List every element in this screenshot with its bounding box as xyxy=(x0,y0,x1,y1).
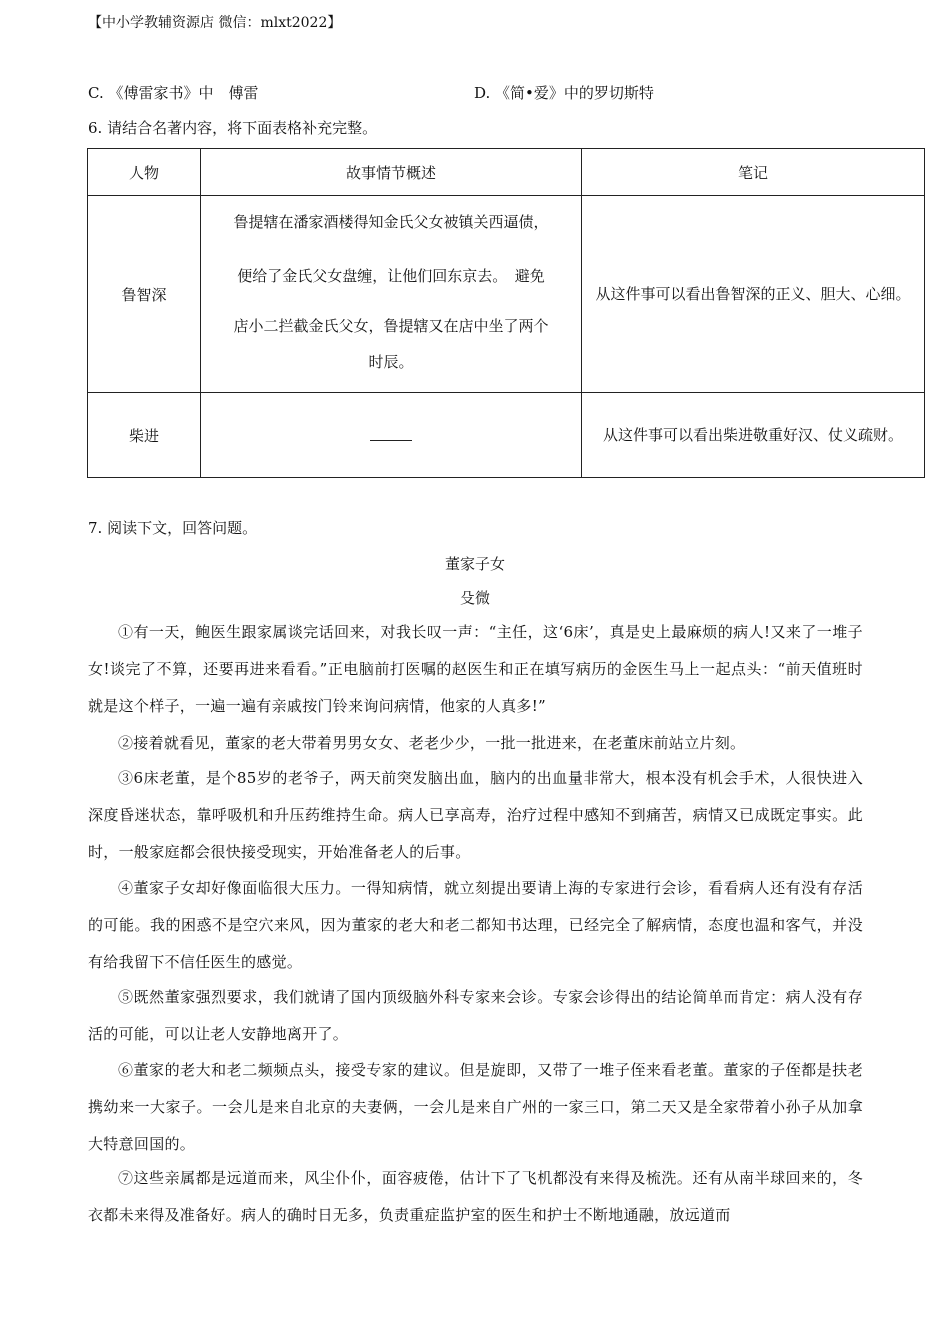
paragraph-7: ⑦这些亲属都是远道而来，风尘仆仆，面容疲倦，估计下了飞机都没有来得及梳洗。还有从南半球回来的，冬衣都未来得及准备好。病人的确时日无多，负责重症监护室的医生和护士不断地通融，放远道而 xyxy=(88,1169,863,1224)
plot-line: 鲁提辖在潘家酒楼得知金氏父女被镇关西逼债， xyxy=(233,213,549,231)
page-header: 【中小学教辅资源店 微信：mlxt2022】 xyxy=(88,15,342,31)
paragraph-3: ③6床老董，是个85岁的老爷子，两天前突发脑出血，脑内的出血量非常大，根本没有机会手术，人很快进入深度昏迷状态，靠呼吸机和升压药维持生命。病人已享高寿，治疗过程中感知不到痛苦，病情又已成既定事实。此时，一般家庭都会很快接受现实，开始准备老人的后事。 xyxy=(88,769,863,861)
question-6-prompt: 6. 请结合名著内容，将下面表格补充完整。 xyxy=(88,119,378,137)
note-cell: 从这件事可以看出鲁智深的正义、胆大、心细。 xyxy=(582,196,925,393)
option-d: D. 《简•爱》中的罗切斯特 xyxy=(474,84,654,102)
question-7-prompt: 7. 阅读下文，回答问题。 xyxy=(88,519,258,537)
table-row xyxy=(88,196,925,393)
option-c: C. 《傅雷家书》中 傅雷 xyxy=(88,84,259,102)
plot-line: 便给了金氏父女盘缠，让他们回东京去。 避免 xyxy=(237,267,545,285)
note-cell: 从这件事可以看出柴进敬重好汉、仗义疏财。 xyxy=(582,393,925,478)
header-note: 笔记 xyxy=(582,149,925,196)
paragraph-2: ②接着就看见，董家的老大带着男男女女、老老少少，一批一批进来，在老董床前站立片刻。 xyxy=(118,734,746,752)
paragraph-1: ①有一天，鲍医生跟家属谈完话回来，对我长叹一声：“主任，这‘6床’，真是史上最麻烦的病人!又来了一堆子女!谈完了不算，还要再进来看看。”正电脑前打医嘱的赵医生和正在填写病历的金医生马上一起点头：“前天值班时就是这个样子，一遍一遍有亲戚按门铃来询问病情，他家的人真多!” xyxy=(88,623,863,715)
header-plot: 故事情节概述 xyxy=(201,149,582,196)
article-author: 殳微 xyxy=(459,589,490,607)
paragraph-5: ⑤既然董家强烈要求，我们就请了国内顶级脑外科专家来会诊。专家会诊得出的结论简单而肯定：病人没有存活的可能，可以让老人安静地离开了。 xyxy=(88,988,863,1043)
article-title: 董家子女 xyxy=(444,555,505,573)
plot-line: 店小二拦截金氏父女，鲁提辖又在店中坐了两个 xyxy=(233,317,549,335)
person-cell: 柴进 xyxy=(88,393,201,478)
answer-blank[interactable]: ____ xyxy=(370,426,412,441)
paragraph-4: ④董家子女却好像面临很大压力。一得知病情，就立刻提出要请上海的专家进行会诊，看看病人还有没有存活的可能。我的困惑不是空穴来风，因为董家的老大和老二都知书达理，已经完全了解病情，态度也温和客气，并没有给我留下不信任医生的感觉。 xyxy=(88,879,863,971)
header-person: 人物 xyxy=(88,149,201,196)
person-cell: 鲁智深 xyxy=(88,196,201,393)
novel-summary-table xyxy=(87,148,925,478)
plot-blank-cell[interactable] xyxy=(201,393,582,478)
table-row xyxy=(88,393,925,478)
paragraph-6: ⑥董家的老大和老二频频点头，接受专家的建议。但是旋即，又带了一堆子侄来看老董。董家的子侄都是扶老携幼来一大家子。一会儿是来自北京的夫妻俩，一会儿是来自广州的一家三口，第二天又是全家带着小孙子从加拿大特意回国的。 xyxy=(88,1061,863,1153)
plot-line: 时辰。 xyxy=(368,353,414,371)
plot-cell xyxy=(201,196,582,393)
table-header-row xyxy=(88,149,925,196)
